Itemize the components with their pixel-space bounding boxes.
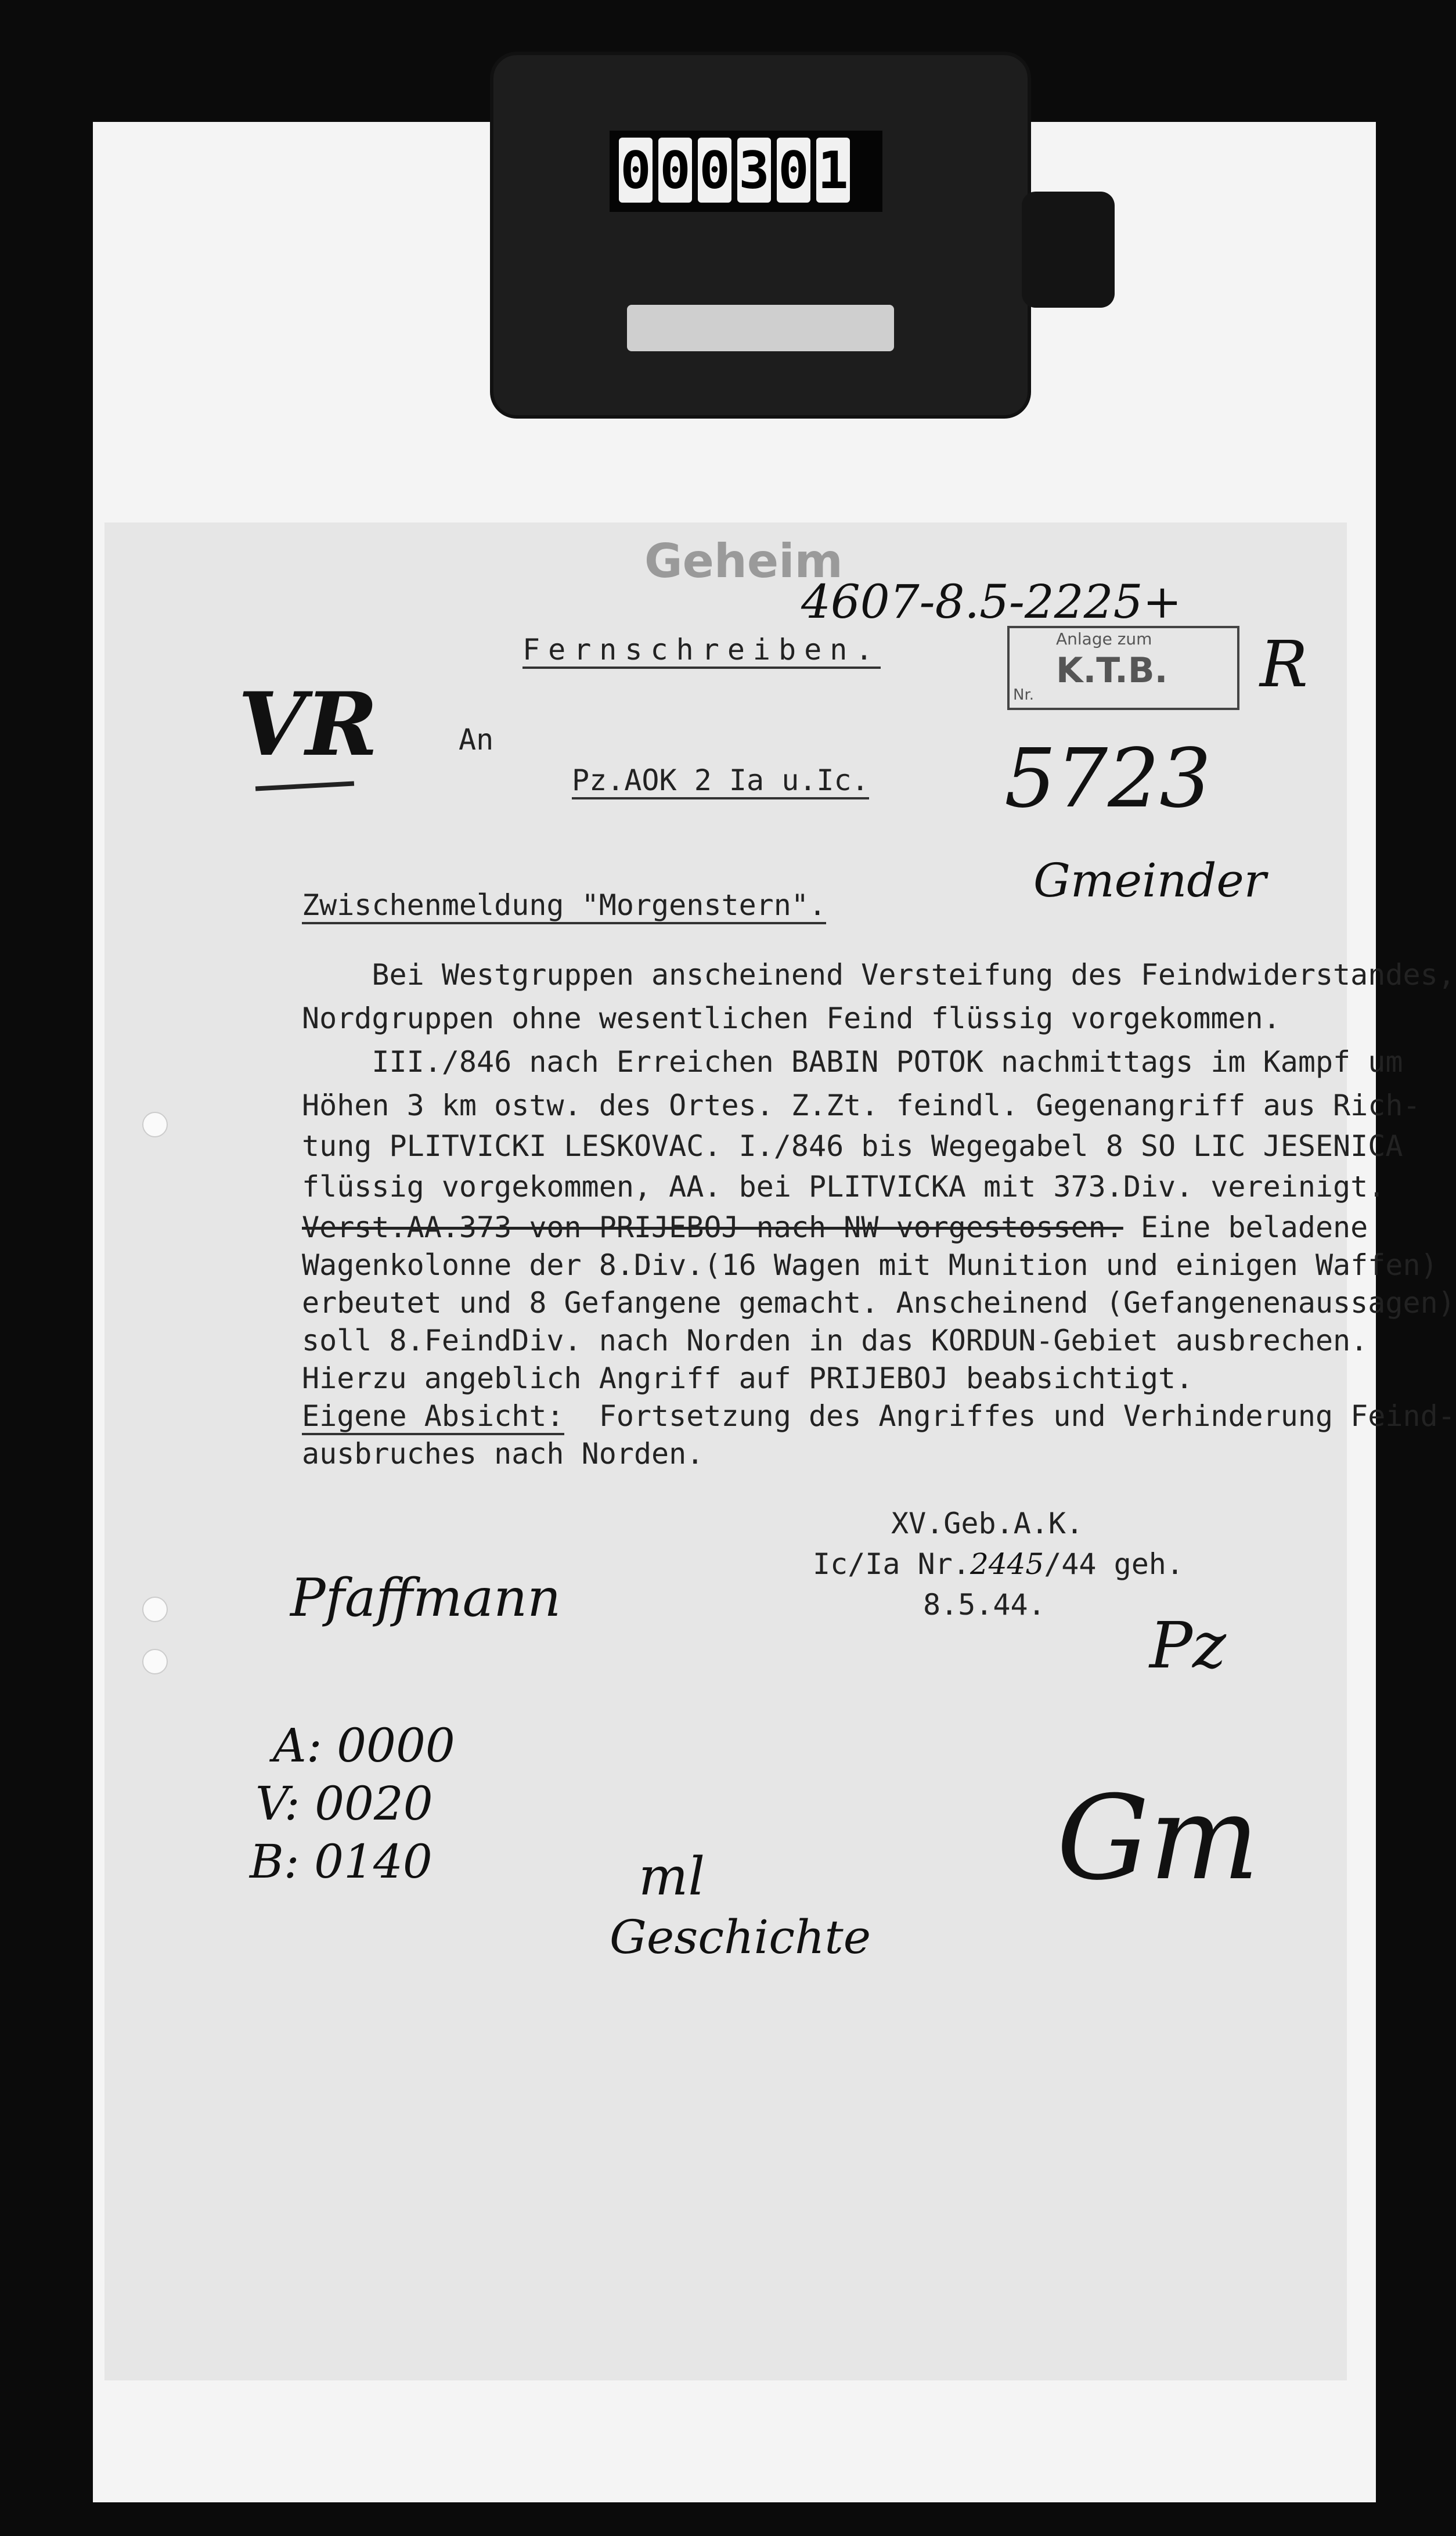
date: 8.5.44. bbox=[923, 1588, 1046, 1622]
initials-left: VR bbox=[238, 673, 379, 776]
body-line: Nordgruppen ohne wesentlichen Feind flüssig vorgekommen. bbox=[302, 1002, 1281, 1035]
intention-line bbox=[302, 1399, 1455, 1433]
punch-hole bbox=[142, 1112, 168, 1137]
body-line: Wagenkolonne der 8.Div.(16 Wagen mit Munition und einigen Waffen) bbox=[302, 1248, 1438, 1282]
punch-hole bbox=[142, 1649, 168, 1674]
body-line: flüssig vorgekommen, AA. bei PLITVICKA mit 373.Div. vereinigt. bbox=[302, 1170, 1386, 1204]
counter-knob bbox=[1022, 192, 1115, 308]
body-line: III./846 nach Erreichen BABIN POTOK nachmittags im Kampf um bbox=[302, 1045, 1403, 1079]
initials-right: Pz bbox=[1149, 1608, 1226, 1683]
counter-digit: 0 bbox=[777, 138, 810, 203]
counter-digit: 3 bbox=[737, 138, 771, 203]
doc-type: Fernschreiben. bbox=[522, 633, 881, 669]
counter-digit: 0 bbox=[619, 138, 653, 203]
counter-digit: 0 bbox=[698, 138, 731, 203]
body-line: ausbruches nach Norden. bbox=[302, 1437, 704, 1471]
note-bottom: Geschichte bbox=[610, 1910, 871, 1964]
body-line: soll 8.FeindDiv. nach Norden in das KORDUN-Gebiet ausbrechen. bbox=[302, 1324, 1368, 1357]
body-line: erbeutet und 8 Gefangene gemacht. Anscheinend (Gefangenenaussagen) bbox=[302, 1286, 1455, 1320]
secret-stamp: Geheim bbox=[644, 534, 843, 588]
recipient: Pz.AOK 2 Ia u.Ic. bbox=[572, 763, 869, 799]
intention-text: Fortsetzung des Angriffes und Verhinderung Feind- bbox=[564, 1399, 1455, 1433]
counter-plate bbox=[627, 305, 894, 351]
recipient-prefix: An bbox=[459, 723, 494, 757]
intention-label: Eigene Absicht: bbox=[302, 1399, 564, 1435]
struck-continuation: Eine beladene bbox=[1123, 1211, 1368, 1244]
ktb-stamp bbox=[1007, 626, 1239, 710]
body-line: Bei Westgruppen anscheinend Versteifung des Feindwiderstandes, bbox=[302, 958, 1455, 992]
reference-hand: 2445 bbox=[970, 1547, 1044, 1581]
reference-line bbox=[813, 1547, 1184, 1581]
reference-suffix: /44 geh. bbox=[1044, 1547, 1184, 1581]
sender-unit: XV.Geb.A.K. bbox=[891, 1507, 1084, 1540]
tally-v: V: 0020 bbox=[255, 1777, 433, 1831]
subject: Zwischenmeldung "Morgenstern". bbox=[302, 888, 826, 924]
body-line: tung PLITVICKI LESKOVAC. I./846 bis Wegegabel 8 SO LIC JESENICA bbox=[302, 1129, 1403, 1163]
note-top: ml bbox=[639, 1846, 705, 1907]
tally-a: A: 0000 bbox=[273, 1719, 455, 1773]
body-line: Hierzu angeblich Angriff auf PRIJEBOJ beabsichtigt. bbox=[302, 1361, 1194, 1395]
counter-digit: 0 bbox=[658, 138, 692, 203]
body-line: Höhen 3 km ostw. des Ortes. Z.Zt. feindl. Gegenangriff aus Rich- bbox=[302, 1089, 1421, 1122]
hand-note: Gmeinder bbox=[1033, 853, 1267, 907]
mark-r: R bbox=[1260, 627, 1308, 701]
ktb-stamp-main: K.T.B. bbox=[1056, 650, 1168, 691]
signature-right: Gm bbox=[1057, 1771, 1260, 1906]
archive-number: 4607-8.5-2225+ bbox=[801, 575, 1182, 629]
struck-text: Verst.AA.373 von PRIJEBOJ nach NW vorgestossen. bbox=[302, 1211, 1123, 1244]
ktb-stamp-nr: Nr. bbox=[1013, 686, 1035, 704]
struck-line bbox=[302, 1211, 1368, 1244]
document-counter bbox=[493, 55, 1028, 415]
reference-prefix: Ic/Ia Nr. bbox=[813, 1547, 970, 1581]
tally-b: B: 0140 bbox=[250, 1835, 433, 1889]
ktb-stamp-top: Anlage zum bbox=[1056, 629, 1152, 649]
hand-number: 5723 bbox=[1004, 732, 1212, 826]
counter-digit: 1 bbox=[816, 138, 850, 203]
counter-window bbox=[610, 131, 882, 212]
punch-hole bbox=[142, 1597, 168, 1622]
left-signature: Pfaffmann bbox=[290, 1568, 561, 1629]
